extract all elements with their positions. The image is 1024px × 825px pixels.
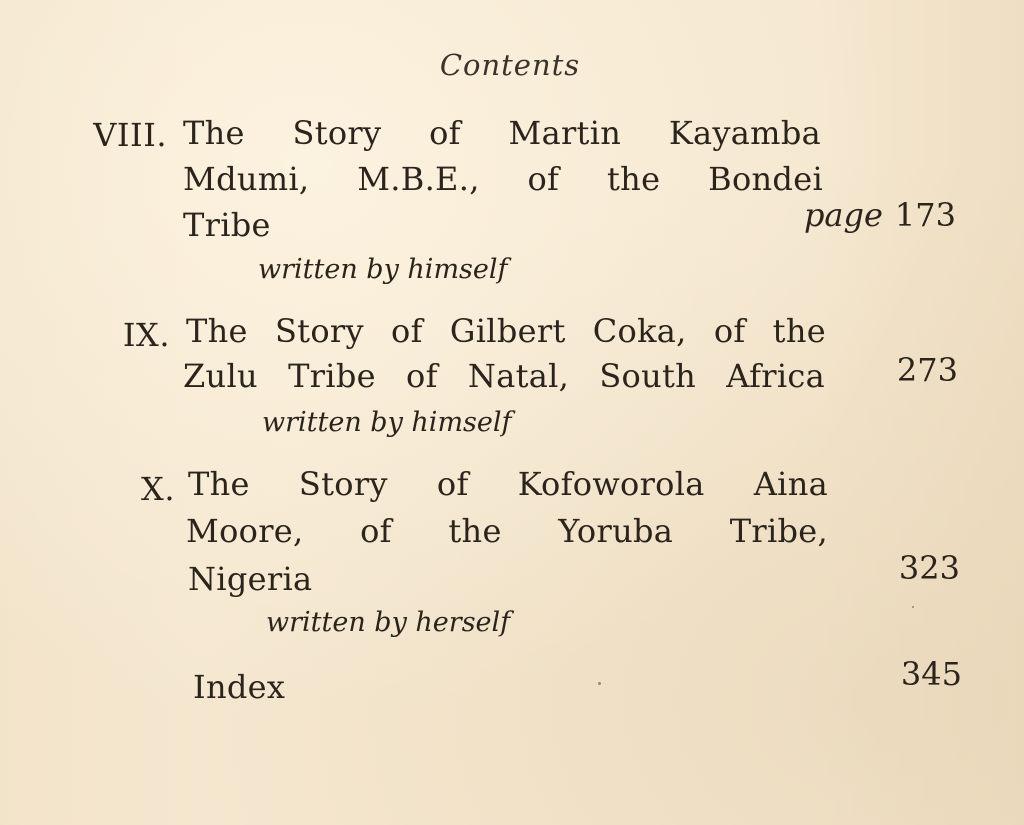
entry-title-line: Tribe <box>183 206 271 244</box>
index-page-number: 345 <box>900 655 962 693</box>
paper-speck <box>912 606 914 608</box>
bleed-through-texture <box>400 218 410 253</box>
paper-speck <box>598 682 601 685</box>
entry-page-number: 323 <box>898 549 960 587</box>
entry-byline: written by himself <box>258 254 508 285</box>
entry-title-line: The Story of Gilbert Coka, of the <box>186 312 826 350</box>
entry-title-line: Zulu Tribe of Natal, South Africa <box>183 357 825 395</box>
entry-title-line: Moore, of the Yoruba Tribe, <box>186 512 828 550</box>
page-label: page <box>803 196 883 234</box>
entry-title-line: Mdumi, M.B.E., of the Bondei <box>183 160 823 198</box>
entry-title-line: The Story of Martin Kayamba <box>183 114 821 152</box>
entry-number: IX. <box>122 316 170 354</box>
entry-title-line: The Story of Kofoworola Aina <box>188 465 828 503</box>
entry-byline: written by himself <box>262 407 512 438</box>
entry-title-line: Nigeria <box>188 560 313 598</box>
entry-number: X. <box>141 470 175 508</box>
page-number: 173 <box>894 196 956 234</box>
entry-page-number <box>700 196 956 234</box>
entry-byline: written by herself <box>266 607 511 638</box>
entry-page-number: 273 <box>896 351 958 389</box>
contents-heading: Contents <box>439 48 581 82</box>
index-label: Index <box>193 668 286 706</box>
entry-number: VIII. <box>93 116 167 154</box>
